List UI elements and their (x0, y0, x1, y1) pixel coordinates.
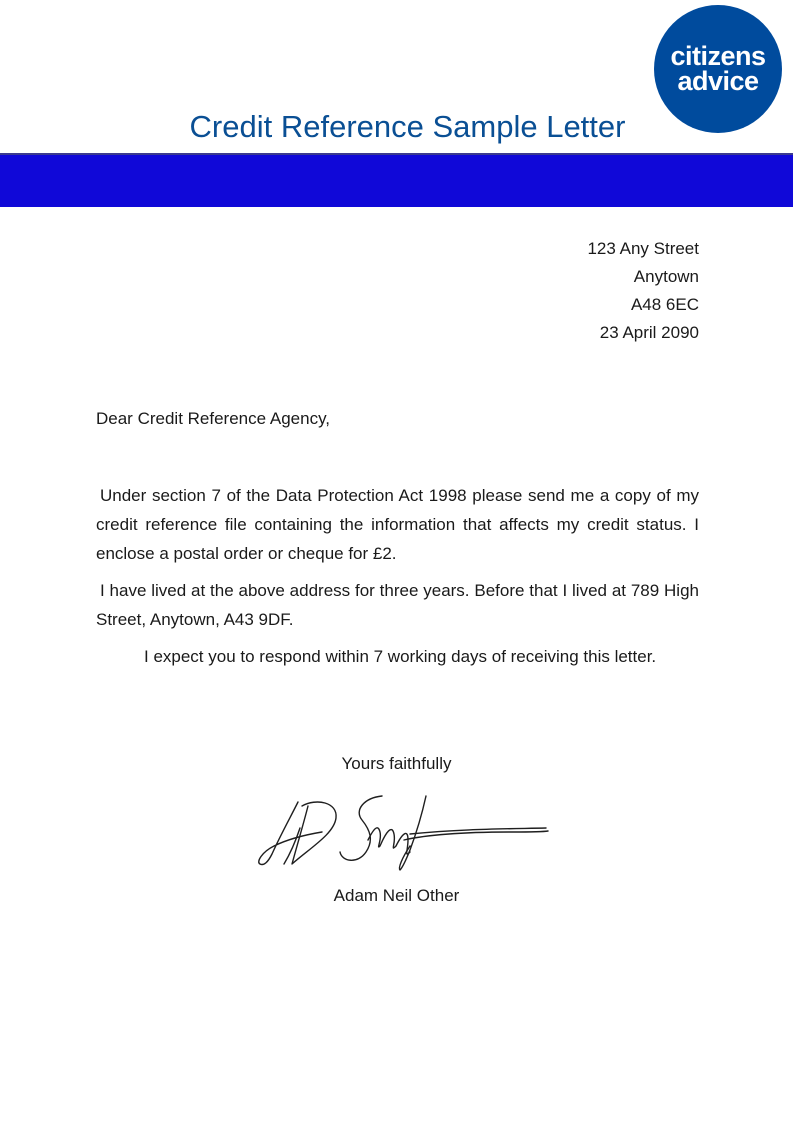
sender-address (587, 235, 699, 347)
closing: Yours faithfully (341, 754, 452, 773)
paragraph-request: Under section 7 of the Data Protection Act 1998 please send me a copy of my credit reference file containing the information that affects my credit status. I enclose a postal order or cheque for £2. (96, 486, 699, 563)
address-street: 123 Any Street (587, 239, 699, 258)
address-postcode: A48 6EC (630, 295, 699, 314)
paragraph-response-deadline: I expect you to respond within 7 working days of receiving this letter. (144, 647, 657, 666)
page-title: Credit Reference Sample Letter (189, 109, 626, 144)
logo-text-line-1: citizens (670, 41, 766, 71)
letter-body (96, 481, 699, 679)
address-town: Anytown (633, 267, 699, 286)
letter-date: 23 April 2090 (599, 323, 699, 342)
salutation: Dear Credit Reference Agency, (96, 409, 331, 428)
logo-text-line-2: advice (677, 66, 759, 96)
header-band (0, 153, 793, 207)
signer-name: Adam Neil Other (333, 886, 460, 905)
signature-image (250, 788, 555, 876)
paragraph-address-history: I have lived at the above address for three years. Before that I lived at 789 High Street, Anytown, A43 9DF. (96, 581, 699, 629)
